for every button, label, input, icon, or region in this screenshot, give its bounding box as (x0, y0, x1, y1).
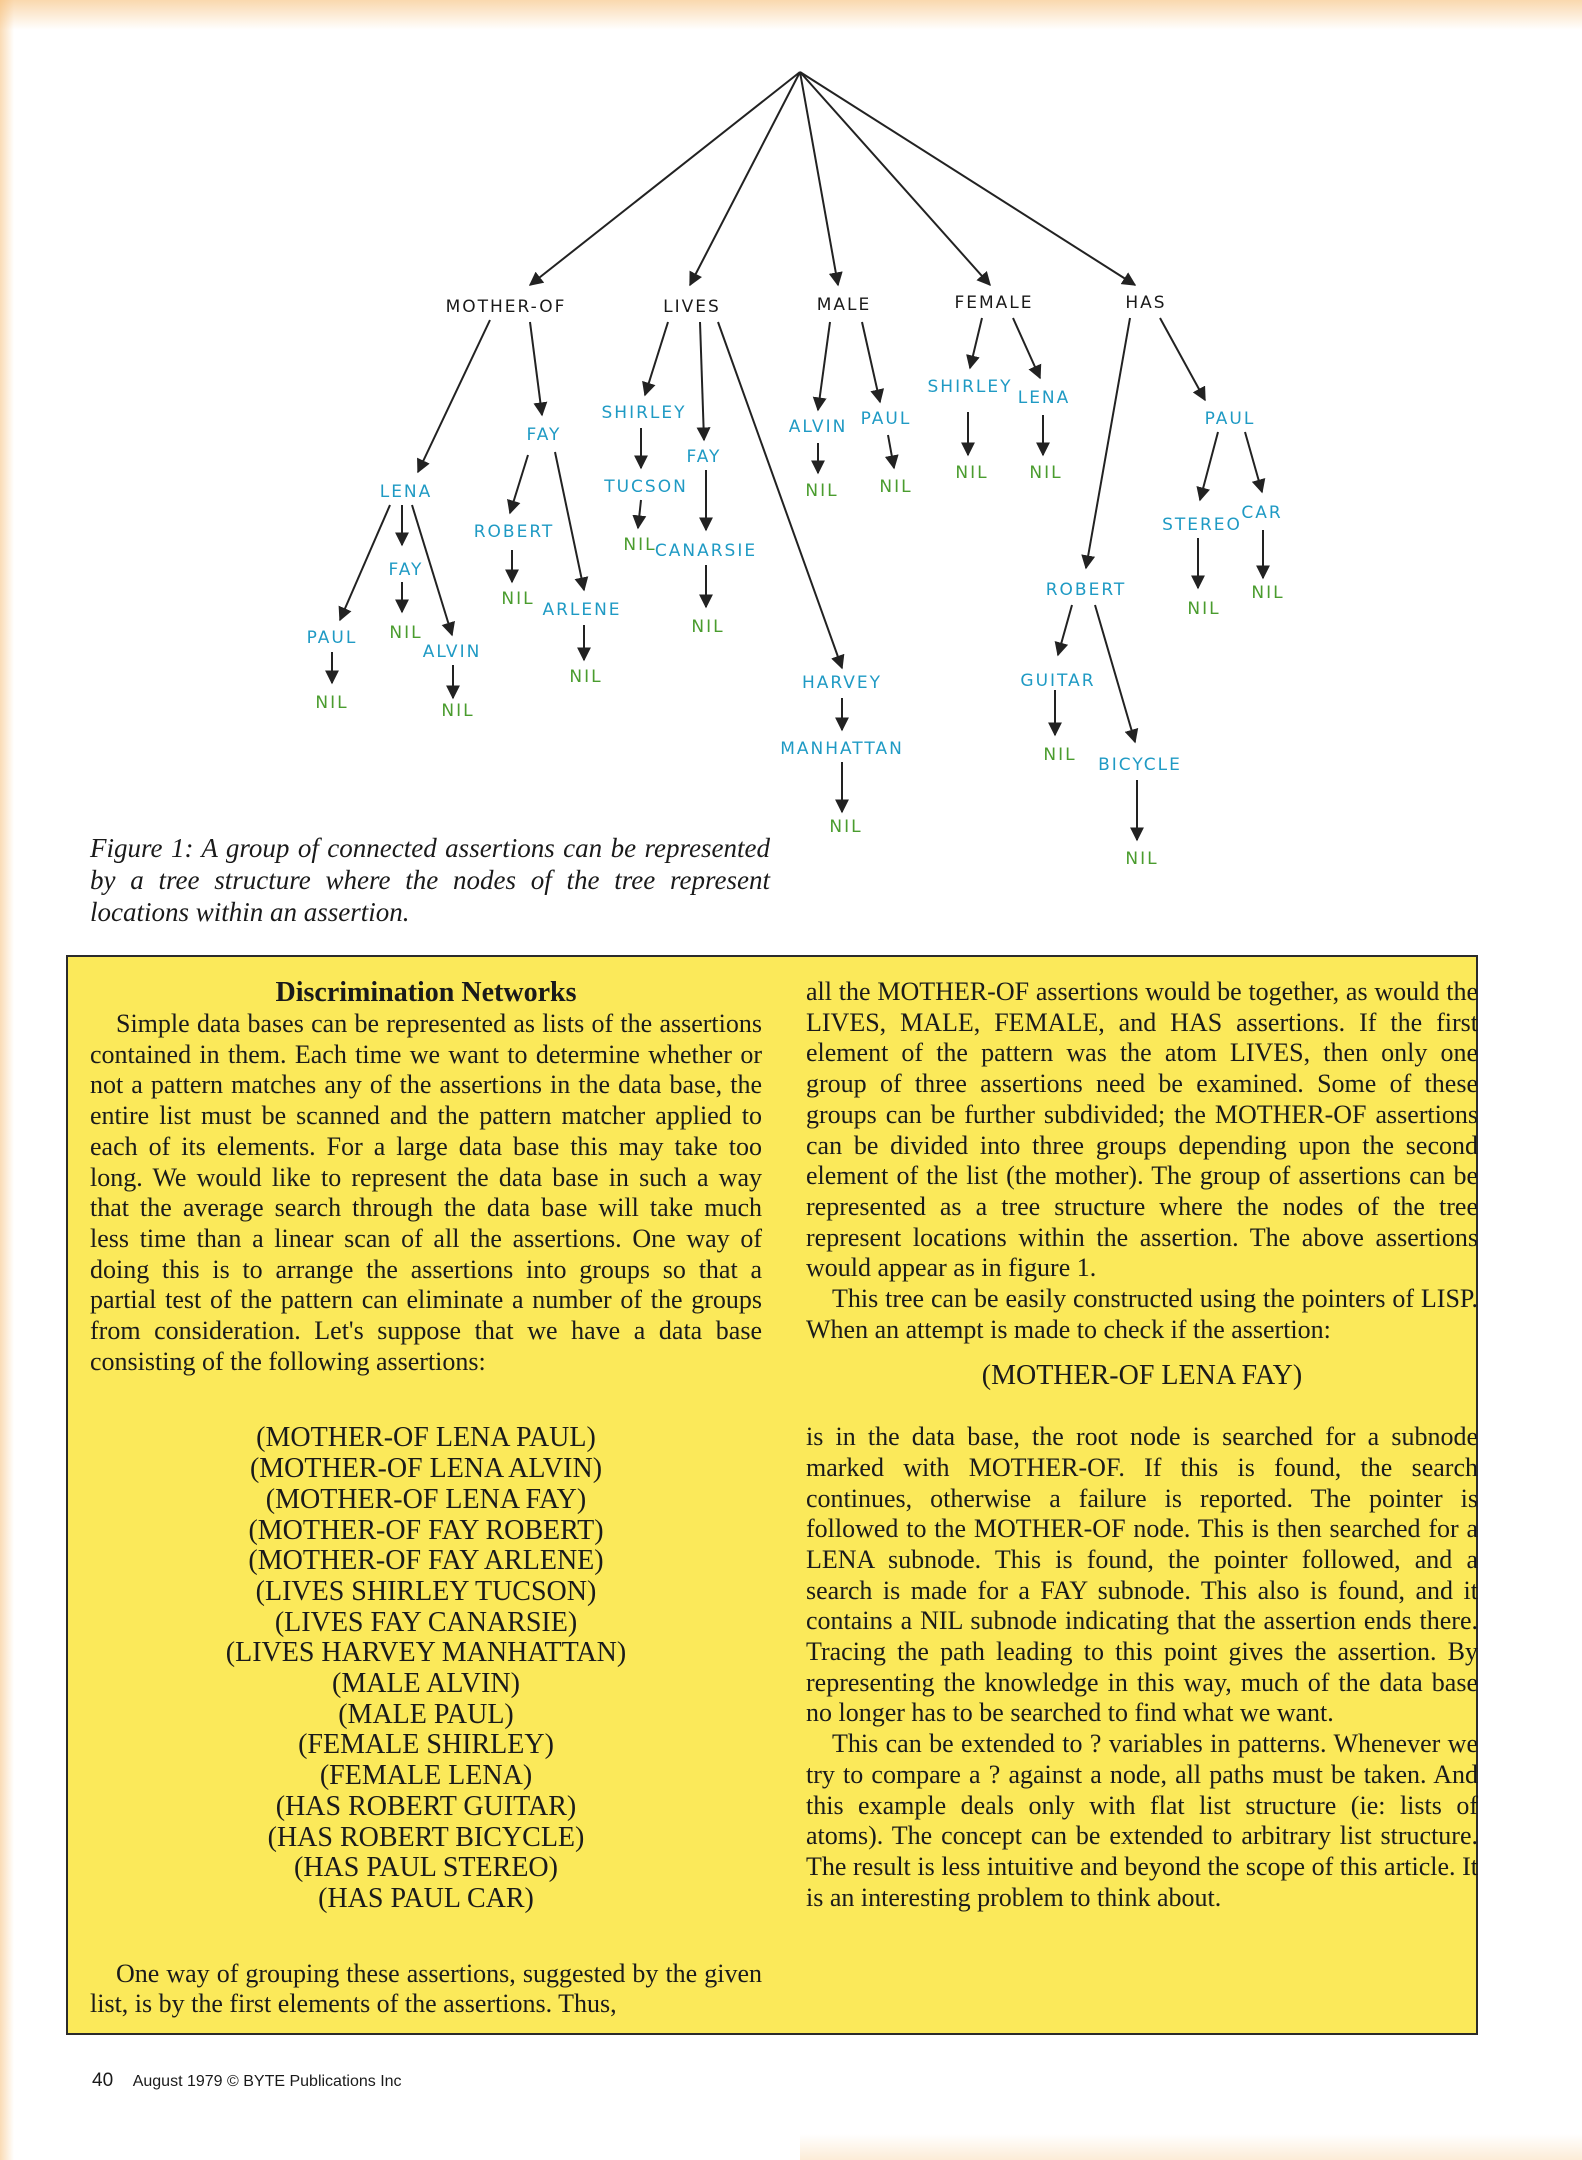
assertion-line: (HAS ROBERT BICYCLE) (267, 1821, 585, 1853)
node-alvin: ALVIN (422, 642, 482, 662)
sidebar-paragraph: One way of grouping these assertions, suggested by the given list, is by the first elements of the assertions. Thus, (90, 1958, 762, 2019)
nil-node: NIL (879, 477, 913, 497)
nil-node: NIL (315, 693, 349, 713)
node-arlene: ARLENE (542, 600, 622, 620)
sidebar-box (66, 955, 1478, 2035)
assertion-tree-diagram (0, 0, 1582, 900)
node-tucson: TUCSON (604, 477, 688, 497)
sidebar-paragraph: This can be extended to ? variables in patterns. Whenever we try to compare a ? against a node, all paths must be taken. And this example deals only with flat list structure (ie: lists of atoms). The concept can be extended to arbitrary list structure. The result is less intuitive and beyond the scope of this article. It is an interesting problem to think about. (806, 1729, 1478, 1912)
publication-line: August 1979 © BYTE Publications Inc (132, 2073, 402, 2090)
assertion-line: (FEMALE SHIRLEY) (298, 1729, 554, 1761)
nil-node: NIL (805, 481, 839, 501)
assertion-line: (HAS PAUL STEREO) (294, 1852, 558, 1884)
assertion-line: (MALE ALVIN) (332, 1668, 520, 1700)
nil-node: NIL (441, 701, 475, 721)
page-edge-bottom (800, 2134, 1582, 2160)
node-female: FEMALE (954, 293, 1034, 313)
assertion-line: (HAS ROBERT GUITAR) (275, 1790, 577, 1822)
node-fay: FAY (526, 425, 562, 445)
sidebar-paragraph: all the MOTHER-OF assertions would be together, as would the LIVES, MALE, FEMALE, and HAS assertions. If the first element of the pattern was the atom LIVES, then only one group of three assertions need be examined. Some of these groups can be further subdivided; the MOTHER-OF assertions can be divided into three groups depending upon the second element of the list (the mother). The group of assertions can be represented as a tree structure where the nodes of the tree represent locations within the assertion. The above assertions would appear as in figure 1. (806, 977, 1478, 1283)
node-robert-has: ROBERT (1045, 580, 1127, 600)
node-paul: PAUL (306, 628, 358, 648)
assertion-list (90, 1423, 762, 1914)
node-robert: ROBERT (473, 522, 555, 542)
nil-node: NIL (829, 817, 863, 837)
nil-node: NIL (569, 667, 603, 687)
node-lives: LIVES (663, 297, 721, 317)
sidebar-left-column (90, 977, 762, 2020)
node-male: MALE (816, 295, 872, 315)
node-paul-has: PAUL (1204, 409, 1256, 429)
node-has: HAS (1125, 293, 1167, 313)
node-harvey: HARVEY (801, 673, 883, 693)
assertion-line: (LIVES FAY CANARSIE) (274, 1606, 578, 1638)
page-footer (92, 2070, 402, 2092)
sidebar-paragraph: This tree can be easily constructed using the pointers of LISP. When an attempt is made to check if the assertion: (806, 1284, 1478, 1344)
assertion-line: (MALE PAUL) (338, 1698, 514, 1730)
nil-node: NIL (1125, 849, 1159, 869)
nil-node: NIL (1251, 583, 1285, 603)
nil-node: NIL (691, 617, 725, 637)
node-canarsie: CANARSIE (654, 541, 758, 561)
tree-edges (332, 72, 1263, 840)
check-assertion: (MOTHER-OF LENA FAY) (981, 1360, 1303, 1392)
node-shirley-female: SHIRLEY (927, 377, 1013, 397)
node-bicycle: BICYCLE (1098, 755, 1182, 775)
node-fay-child: FAY (388, 560, 424, 580)
figure-caption: Figure 1: A group of connected assertions can be represented by a tree structure where the nodes of the tree represent locations within an assertion. (90, 833, 770, 927)
page-number: 40 (92, 2070, 114, 2091)
sidebar-title: Discrimination Networks (275, 977, 577, 1008)
node-stereo: STEREO (1162, 515, 1242, 535)
assertion-line: (LIVES SHIRLEY TUCSON) (255, 1575, 597, 1607)
nil-node: NIL (1043, 745, 1077, 765)
node-car: CAR (1241, 503, 1283, 523)
nil-node: NIL (389, 623, 423, 643)
node-guitar: GUITAR (1020, 671, 1096, 691)
assertion-line: (MOTHER-OF FAY ROBERT) (248, 1514, 604, 1546)
node-shirley: SHIRLEY (601, 403, 687, 423)
sidebar-right-column (806, 977, 1478, 1913)
node-fay-lives: FAY (686, 447, 722, 467)
nil-node: NIL (1029, 463, 1063, 483)
assertion-line: (FEMALE LENA) (319, 1760, 533, 1792)
sidebar-paragraph: Simple data bases can be represented as lists of the assertions contained in them. Each time we want to determine whether or not a pattern matches any of the assertions in the data base, the entire list must be scanned and the pattern matcher applied to each of its elements. For a large data base this may take too long. We would like to represent the data base in such a way that the average search through the data base will take much less time than a linear scan of all the assertions. One way of doing this is to arrange the assertions into groups so that a partial test of the pattern can eliminate a number of the groups from consideration. Let's suppose that we have a data base consisting of the following assertions: (90, 1009, 762, 1376)
node-mother-of: MOTHER-OF (445, 297, 567, 317)
assertion-line: (LIVES HARVEY MANHATTAN) (225, 1637, 627, 1669)
assertion-line: (HAS PAUL CAR) (318, 1882, 534, 1914)
assertion-line: (MOTHER-OF LENA PAUL) (256, 1422, 596, 1454)
assertion-line: (MOTHER-OF LENA ALVIN) (249, 1453, 603, 1485)
nil-node: NIL (1187, 599, 1221, 619)
sidebar-paragraph: is in the data base, the root node is searched for a subnode marked with MOTHER-OF. If this is found, the search continues, otherwise a failure is reported. The pointer is followed to the MOTHER-OF node. This is then searched for a LENA subnode. This is found, the pointer followed, and a search is made for a FAY subnode. This also is found, and it contains a NIL subnode indicating that the assertion ends there. Tracing the path leading to this point gives the assertion. By representing the knowledge in this way, much of the data base no longer has to be searched to find what we want. (806, 1422, 1478, 1728)
node-lena-female: LENA (1017, 388, 1071, 408)
node-lena: LENA (379, 482, 433, 502)
nil-node: NIL (623, 535, 657, 555)
assertion-line: (MOTHER-OF LENA FAY) (265, 1483, 587, 1515)
node-paul-male: PAUL (860, 409, 912, 429)
nil-node: NIL (955, 463, 989, 483)
nil-node: NIL (501, 589, 535, 609)
node-manhattan: MANHATTAN (780, 739, 904, 759)
node-alvin-male: ALVIN (788, 417, 848, 437)
assertion-line: (MOTHER-OF FAY ARLENE) (248, 1545, 604, 1577)
